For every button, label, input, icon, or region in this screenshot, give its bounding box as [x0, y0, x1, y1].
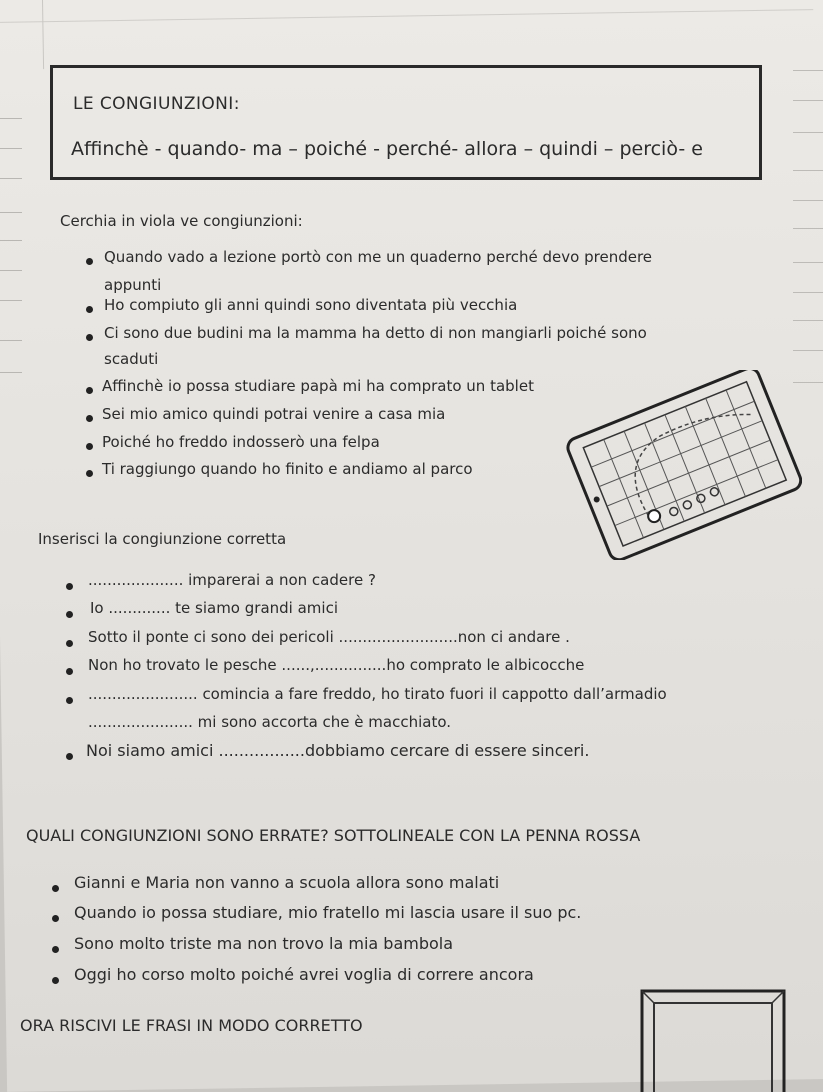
exercise1-item-4: Affinchè io possa studiare papà mi ha comprato un tablet	[102, 377, 534, 395]
fill-blank[interactable]: .........................	[338, 628, 458, 646]
bullet	[86, 443, 93, 450]
exercise2-instruction: Inserisci la congiunzione corretta	[38, 530, 287, 548]
conjunctions-box	[50, 65, 762, 180]
exercise1-item-3-cont: scaduti	[104, 350, 159, 368]
bullet	[66, 583, 73, 590]
bullet	[86, 258, 93, 265]
bullet	[86, 470, 93, 477]
tablet-button	[593, 496, 601, 504]
exercise1-item-6: Poiché ho freddo indosserò una felpa	[102, 433, 380, 451]
frame-illustration	[640, 985, 790, 1092]
bullet	[86, 415, 93, 422]
exercise2-item-7: Noi siamo amici .................dobbiamo cercare di essere sinceri.	[86, 741, 590, 760]
fill-blank[interactable]: ......................	[88, 713, 193, 731]
exercise1-item-5: Sei mio amico quindi potrai venire a casa mia	[102, 405, 446, 423]
exercise2-item-6: ...................... mi sono accorta che è macchiato.	[88, 713, 452, 731]
bullet	[52, 915, 59, 922]
exercise2-item-4: Non ho trovato le pesche ......,...............ho comprato le albicocche	[88, 656, 585, 674]
bullet	[66, 640, 73, 647]
fill-blank[interactable]: ....................	[88, 571, 184, 589]
exercise1-item-7: Ti raggiungo quando ho finito e andiamo al parco	[102, 460, 473, 478]
exercise1-item-1: Quando vado a lezione portò con me un quaderno perché devo prendere	[104, 248, 653, 266]
exercise4-instruction: ORA RISCIVI LE FRASI IN MODO CORRETTO	[20, 1016, 363, 1035]
bullet	[86, 387, 93, 394]
tablet-drawing	[565, 370, 802, 560]
bullet	[86, 306, 93, 313]
bullet	[66, 753, 73, 760]
frame-inner	[654, 1003, 772, 1092]
exercise3-instruction: QUALI CONGIUNZIONI SONO ERRATE? SOTTOLINEALE CON LA PENNA ROSSA	[26, 826, 641, 845]
exercise1-instruction: Cerchia in viola ve congiunzioni:	[60, 212, 303, 230]
fill-blank[interactable]: .............	[108, 599, 171, 617]
bullet	[86, 334, 93, 341]
exercise2-item-3: Sotto il ponte ci sono dei pericoli .........................non ci andare .	[88, 628, 570, 646]
bullet	[52, 977, 59, 984]
fill-blank[interactable]: .................	[218, 741, 305, 760]
bullet	[52, 885, 59, 892]
conjunctions-list: Affinchè - quando- ma – poiché - perché- allora – quindi – perciò- e	[71, 138, 703, 160]
bullet	[66, 668, 73, 675]
tablet-illustration	[562, 370, 802, 560]
exercise3-item-4: Oggi ho corso molto poiché avrei voglia di correre ancora	[74, 965, 534, 984]
exercise2-item-1: .................... imparerai a non cadere ?	[88, 571, 376, 589]
exercise2-item-5: ....................... comincia a fare freddo, ho tirato fuori il cappotto dall’armadio	[88, 685, 667, 703]
page-title: LE CONGIUNZIONI:	[73, 94, 240, 114]
exercise3-item-2: Quando io possa studiare, mio fratello mi lascia usare il suo pc.	[74, 903, 582, 922]
fill-blank[interactable]: ......,...............	[281, 656, 387, 674]
game-piece	[646, 508, 662, 524]
exercise3-item-1: Gianni e Maria non vanno a scuola allora sono malati	[74, 873, 500, 892]
tablet-body	[565, 370, 802, 560]
exercise2-item-2: Io ............. te siamo grandi amici	[90, 599, 338, 617]
exercise1-item-1-cont: appunti	[104, 276, 162, 294]
bullet	[66, 611, 73, 618]
exercise1-item-3: Ci sono due budini ma la mamma ha detto di non mangiarli poiché sono	[104, 324, 647, 342]
exercise3-item-3: Sono molto triste ma non trovo la mia bambola	[74, 934, 454, 953]
bullet	[66, 697, 73, 704]
exercise1-item-2: Ho compiuto gli anni quindi sono diventata più vecchia	[104, 296, 518, 314]
fill-blank[interactable]: .......................	[88, 685, 198, 703]
bullet	[52, 946, 59, 953]
frame-outer	[642, 991, 784, 1092]
